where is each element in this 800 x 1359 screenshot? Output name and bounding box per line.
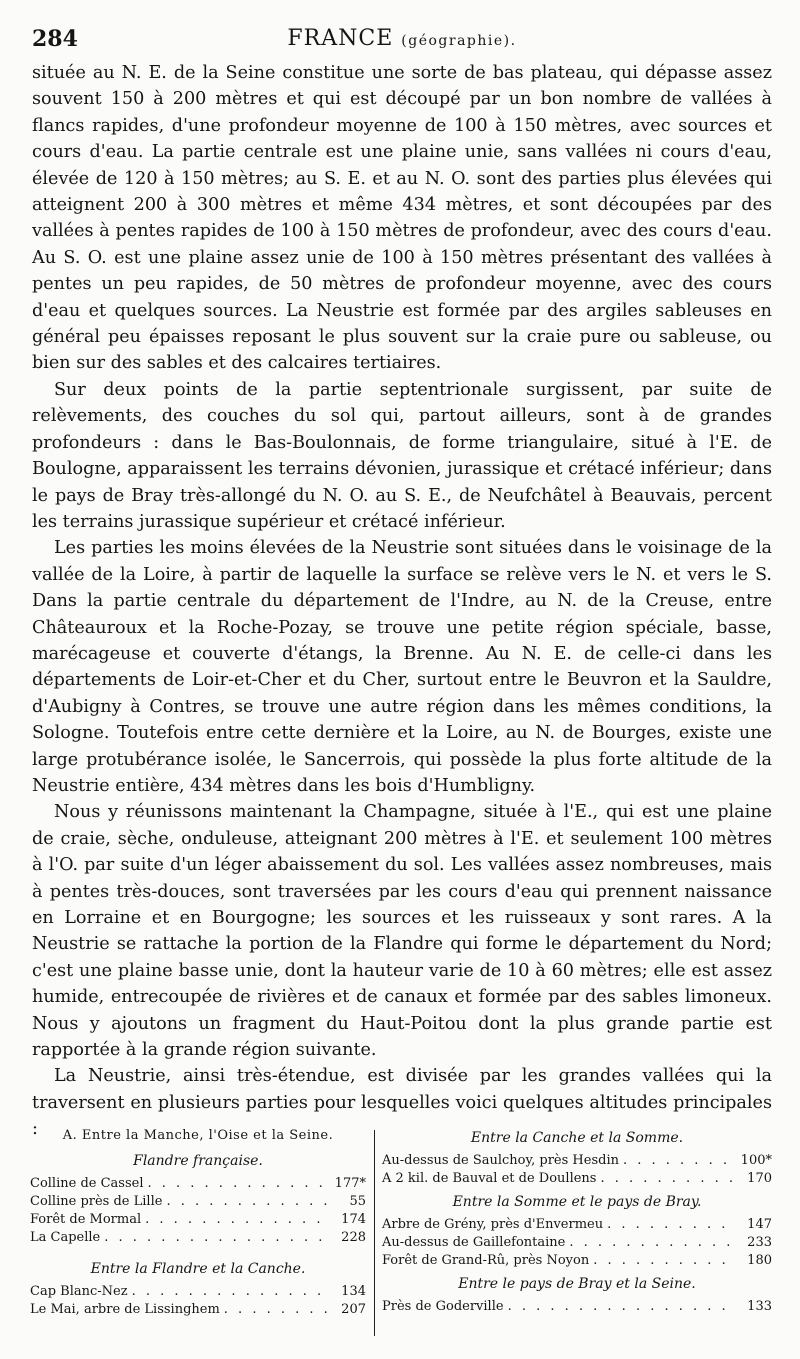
- place-name: La Capelle: [30, 1230, 101, 1245]
- altitude-value: 170: [747, 1171, 772, 1186]
- table-row: [30, 1211, 366, 1229]
- place-name: Le Mai, arbre de Lissinghem: [30, 1302, 220, 1317]
- table-row: [382, 1216, 772, 1234]
- place-name: Colline de Cassel: [30, 1176, 144, 1191]
- place-name: A 2 kil. de Bauval et de Doullens: [382, 1171, 597, 1186]
- paragraph: située au N. E. de la Seine constitue une sorte de bas plateau, qui dépasse assez souvent 150 à 200 mètres et qui est découpé par un bon nombre de vallées à flancs rapides, d'une profondeur moyenne de 100 à 150 mètres, avec sources et cours d'eau. La partie centrale est une plaine unie, sans vallées ni cours d'eau, élevée de 120 à 150 mètres; au S. E. et au N. O. sont des parties plus élevées qui atteignent 200 à 300 mètres et même 434 mètres, et sont découpées par des vallées à pentes rapides de 100 à 150 mètres de profondeur, avec des cours d'eau. Au S. O. est une plaine assez unie de 100 à 150 mètres présentant des vallées à pentes un peu rapides, de 50 mètres de profondeur moyenne, avec des cours d'eau et quelques sources. La Neustrie est formée par des argiles sableuses en général peu épaisses reposant le plus souvent sur la craie pure ou sableuse, ou bien sur des sables et des calcaires tertiaires.: [32, 63, 772, 374]
- leader-dots: [166, 1193, 328, 1211]
- leader-dots: [623, 1152, 734, 1170]
- leader-dots: [600, 1170, 734, 1188]
- column-divider: [374, 1130, 375, 1336]
- running-title-sub: (géographie).: [401, 33, 517, 49]
- region-heading: Entre la Canche et la Somme.: [470, 1130, 684, 1146]
- paragraph: Les parties les moins élevées de la Neustrie sont situées dans le voisinage de la vallée de la Loire, à partir de laquelle la surface se relève vers le N. et vers le S. Dans la partie centrale du département de l'Indre, au N. de la Creuse, entre Châteauroux et la Roche-Pozay, se trouve une petite région spéciale, basse, marécageuse et couverte d'étangs, la Brenne. Au N. E. de celle-ci dans les départements de Loir-et-Cher et du Cher, surtout entre le Beuvron et la Sauldre, d'Aubigny à Contres, se trouve une autre région dans les mêmes conditions, la Sologne. Toutefois entre cette dernière et la Loire, au N. de Bourges, existe une large protubérance isolée, le Sancerrois, qui possède la plus forte altitude de la Neustrie entière, 434 mètres dans les bois d'Humbligny.: [32, 538, 772, 796]
- place-name: Au-dessus de Saulchoy, près Hesdin: [382, 1153, 619, 1168]
- region-heading: Entre la Flandre et la Canche.: [90, 1261, 306, 1277]
- place-name: Près de Goderville: [382, 1299, 504, 1314]
- table-row: [30, 1193, 366, 1211]
- place-name: Cap Blanc-Nez: [30, 1284, 128, 1299]
- place-name: Arbre de Grény, près d'Envermeu: [382, 1217, 604, 1232]
- region-heading: Flandre française.: [133, 1153, 263, 1169]
- table-row: [30, 1229, 366, 1247]
- altitude-value: 100*: [740, 1153, 772, 1168]
- page-number: 284: [32, 26, 78, 52]
- paragraph: Nous y réunissons maintenant la Champagne, située à l'E., qui est une plaine de craie, sèche, onduleuse, atteignant 200 mètres à l'E. et seulement 100 mètres à l'O. par suite d'un léger abaissement du sol. Les vallées assez nombreuses, mais à pentes très-douces, sont traversées par les cours d'eau qui prennent naissance en Lorraine et en Bourgogne; les sources et les ruisseaux y sont rares. A la Neustrie se rattache la portion de la Flandre qui forme le département du Nord; c'est une plaine basse unie, dont la hauteur varie de 10 à 60 mètres; elle est assez humide, entrecoupée de rivières et de canaux et formée par des sables limoneux. Nous y ajoutons un fragment du Haut-Poitou dont la plus grande partie est rapportée à la grande région suivante.: [32, 802, 772, 1061]
- altitude-value: 233: [747, 1235, 772, 1250]
- place-name: Forêt de Grand-Rû, près Noyon: [382, 1253, 590, 1268]
- leader-dots: [104, 1229, 328, 1247]
- table-column-left: [30, 1124, 366, 1319]
- region-heading: Entre la Somme et le pays de Bray.: [452, 1194, 702, 1210]
- leader-dots: [593, 1252, 734, 1270]
- body-text: [32, 60, 772, 1143]
- table-row: [382, 1152, 772, 1170]
- altitude-value: 177*: [334, 1176, 366, 1191]
- table-row: [382, 1234, 772, 1252]
- table-row: [30, 1301, 366, 1319]
- paragraph: La Neustrie, ainsi très-étendue, est divisée par les grandes vallées qui la traversent en plusieurs parties pour lesquelles voici quelques altitudes principales :: [32, 1066, 772, 1140]
- place-name: Au-dessus de Gaillefontaine: [382, 1235, 566, 1250]
- page-header: [32, 26, 772, 62]
- leader-dots: [607, 1216, 734, 1234]
- leader-dots: [145, 1211, 328, 1229]
- leader-dots: [569, 1234, 734, 1252]
- altitude-value: 134: [341, 1284, 366, 1299]
- altitude-table: [30, 1124, 772, 1336]
- paragraph: Sur deux points de la partie septentrionale surgissent, par suite de relèvements, des couches du sol qui, partout ailleurs, sont à de grandes profondeurs : dans le Bas-Boulonnais, de forme triangulaire, situé à l'E. de Boulogne, apparaissent les terrains dévonien, jurassique et crétacé inférieur; dans le pays de Bray très-allongé du N. O. au S. E., de Neufchâtel à Beauvais, percent les terrains jurassique supérieur et crétacé inférieur.: [32, 379, 772, 532]
- table-row: [382, 1298, 772, 1316]
- altitude-value: 174: [341, 1212, 366, 1227]
- table-row: [382, 1252, 772, 1270]
- altitude-value: 180: [747, 1253, 772, 1268]
- running-title: [32, 26, 772, 51]
- leader-dots: [508, 1298, 734, 1316]
- table-row: [30, 1283, 366, 1301]
- altitude-value: 228: [341, 1230, 366, 1245]
- leader-dots: [224, 1301, 328, 1319]
- altitude-value: 207: [341, 1302, 366, 1317]
- running-title-main: FRANCE: [287, 26, 394, 51]
- altitude-value: 133: [747, 1299, 772, 1314]
- leader-dots: [147, 1175, 328, 1193]
- altitude-value: 55: [349, 1194, 366, 1209]
- region-heading: Entre le pays de Bray et la Seine.: [458, 1276, 696, 1292]
- table-row: [382, 1170, 772, 1188]
- table-row: [30, 1175, 366, 1193]
- place-name: Forêt de Mormal: [30, 1212, 142, 1227]
- table-column-right: [382, 1124, 772, 1316]
- altitude-value: 147: [747, 1217, 772, 1232]
- place-name: Colline près de Lille: [30, 1194, 163, 1209]
- leader-dots: [132, 1283, 328, 1301]
- section-heading: A. Entre la Manche, l'Oise et la Seine.: [62, 1128, 334, 1143]
